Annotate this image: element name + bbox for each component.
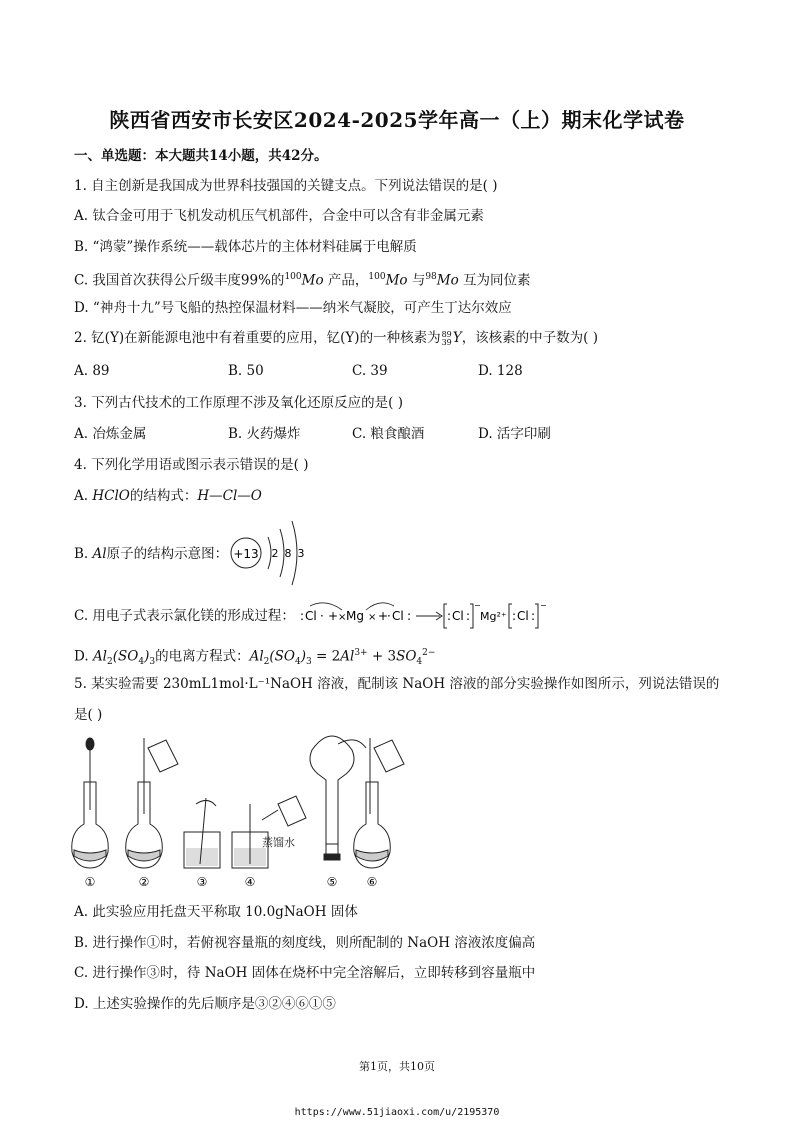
svg-text:+: + [378, 609, 389, 623]
svg-text:3: 3 [297, 547, 305, 560]
q5-option-d: D. 上述实验操作的先后顺序是③②④⑥①⑤ [74, 996, 336, 1012]
q4-option-d: D. $Al_2(SO_4)_3$的电离方程式：$Al_2(SO_4)_3 = 2Al^{3+} + 3SO_4^{2-}$ [74, 648, 436, 668]
q1-option-b: B. “鸿蒙”操作系统——载体芯片的主体材料硅属于电解质 [74, 239, 417, 255]
q2-option-c: C. 39 [352, 363, 388, 379]
svg-text:②: ② [138, 875, 150, 889]
flask-with-dropper [72, 738, 109, 868]
svg-text:×: × [338, 612, 347, 623]
q3-option-a: A. 冶炼金属 [74, 426, 147, 442]
svg-text:×: × [368, 612, 377, 623]
svg-text:8: 8 [284, 547, 292, 560]
svg-text:蒸馏水: 蒸馏水 [262, 836, 295, 849]
q5-experiment-figure [66, 734, 406, 890]
svg-text::: : [531, 609, 536, 623]
question-3-stem: 3. 下列古代技术的工作原理不涉及氧化还原反应的是( ) [74, 395, 403, 411]
q1-option-d: D. “神舟十九”号飞船的热控保温材料——纳米气凝胶，可产生丁达尔效应 [74, 300, 512, 316]
flask-with-beaker-2 [354, 738, 404, 868]
svg-text:Mg: Mg [346, 609, 364, 623]
q3-option-c: C. 粮食酿酒 [352, 426, 425, 442]
svg-text:Cl: Cl [452, 609, 464, 623]
svg-text:−: − [540, 601, 547, 610]
section-heading: 一、单选题：本大题共14小题，共42分。 [74, 148, 328, 164]
q4-option-b: B. Al原子的结构示意图： [74, 546, 229, 562]
q4-option-a: A. HClO的结构式：H—Cl—O [74, 488, 262, 504]
mgcl2-electron-formula [296, 598, 550, 634]
page-title: 陕西省西安市长安区2024-2025学年高一（上）期末化学试卷 [109, 108, 685, 132]
svg-text:⑥: ⑥ [366, 875, 378, 889]
q1-option-c: C. 我国首次获得公斤级丰度99%的$^{100}$Mo 产品，$^{100}$Mo 与$^{98}$Mo 互为同位素 [74, 272, 531, 289]
al-atom-diagram [228, 515, 308, 590]
svg-text:+13: +13 [233, 547, 259, 561]
beaker-stirring [184, 798, 220, 868]
svg-text:−: − [474, 601, 481, 610]
svg-text:⑤: ⑤ [326, 875, 338, 889]
svg-text:·: · [320, 609, 324, 623]
svg-text::: : [300, 609, 305, 623]
svg-text:Mg²⁺: Mg²⁺ [480, 610, 507, 623]
q5-option-c: C. 进行操作③时，待 NaOH 固体在烧杯中完全溶解后，立即转移到容量瓶中 [74, 965, 536, 981]
q2-option-d: D. 128 [478, 363, 523, 379]
q5-option-a: A. 此实验应用托盘天平称取 10.0gNaOH 固体 [74, 904, 358, 920]
question-5-stem-line2: 是( ) [74, 707, 103, 723]
q1-option-a: A. 钛合金可用于飞机发动机压气机部件，合金中可以含有非金属元素 [74, 208, 484, 224]
svg-text::: : [512, 609, 517, 623]
question-4-stem: 4. 下列化学用语或图示表示错误的是( ) [74, 457, 309, 473]
beaker-with-wash-bottle [232, 796, 306, 868]
flask-with-beaker [126, 738, 178, 868]
question-1-stem: 1. 自主创新是我国成为世界科技强国的关键支点。下列说法错误的是( ) [74, 178, 498, 194]
svg-text:①: ① [84, 875, 96, 889]
svg-text::: : [407, 609, 412, 623]
q4-option-c: C. 用电子式表示氯化镁的形成过程： [74, 608, 295, 624]
svg-text::: : [447, 609, 452, 623]
question-2-stem: 2. 钇(Y)在新能源电池中有着重要的应用，钇(Y)的一种核素为89 39Y，该核素的中子数为( ) [74, 329, 599, 347]
page-footer: 第1页，共10页 [359, 1060, 435, 1073]
svg-text:Cl: Cl [517, 609, 529, 623]
svg-text:③: ③ [196, 875, 208, 889]
inverted-flask [310, 736, 366, 860]
svg-text:Cl: Cl [392, 609, 404, 623]
svg-text:2: 2 [271, 547, 279, 560]
svg-text:+: + [328, 609, 339, 623]
svg-text:Cl: Cl [305, 609, 317, 623]
q2-option-b: B. 50 [228, 363, 264, 379]
q3-option-d: D. 活字印刷 [478, 426, 551, 442]
q5-option-b: B. 进行操作①时，若俯视容量瓶的刻度线，则所配制的 NaOH 溶液浓度偏高 [74, 935, 536, 951]
question-5-stem-line1: 5. 某实验需要 230mL1mol·L⁻¹NaOH 溶液，配制该 NaOH 溶液的部分实验操作如图所示，列说法错误的 [74, 676, 720, 692]
svg-text::: : [466, 609, 471, 623]
q3-option-b: B. 火药爆炸 [228, 426, 301, 442]
source-url[interactable]: https://www.51jiaoxi.com/u/2195370 [294, 1107, 500, 1118]
q2-option-a: A. 89 [74, 363, 110, 379]
svg-text:④: ④ [244, 875, 256, 889]
svg-text:·: · [387, 609, 391, 623]
